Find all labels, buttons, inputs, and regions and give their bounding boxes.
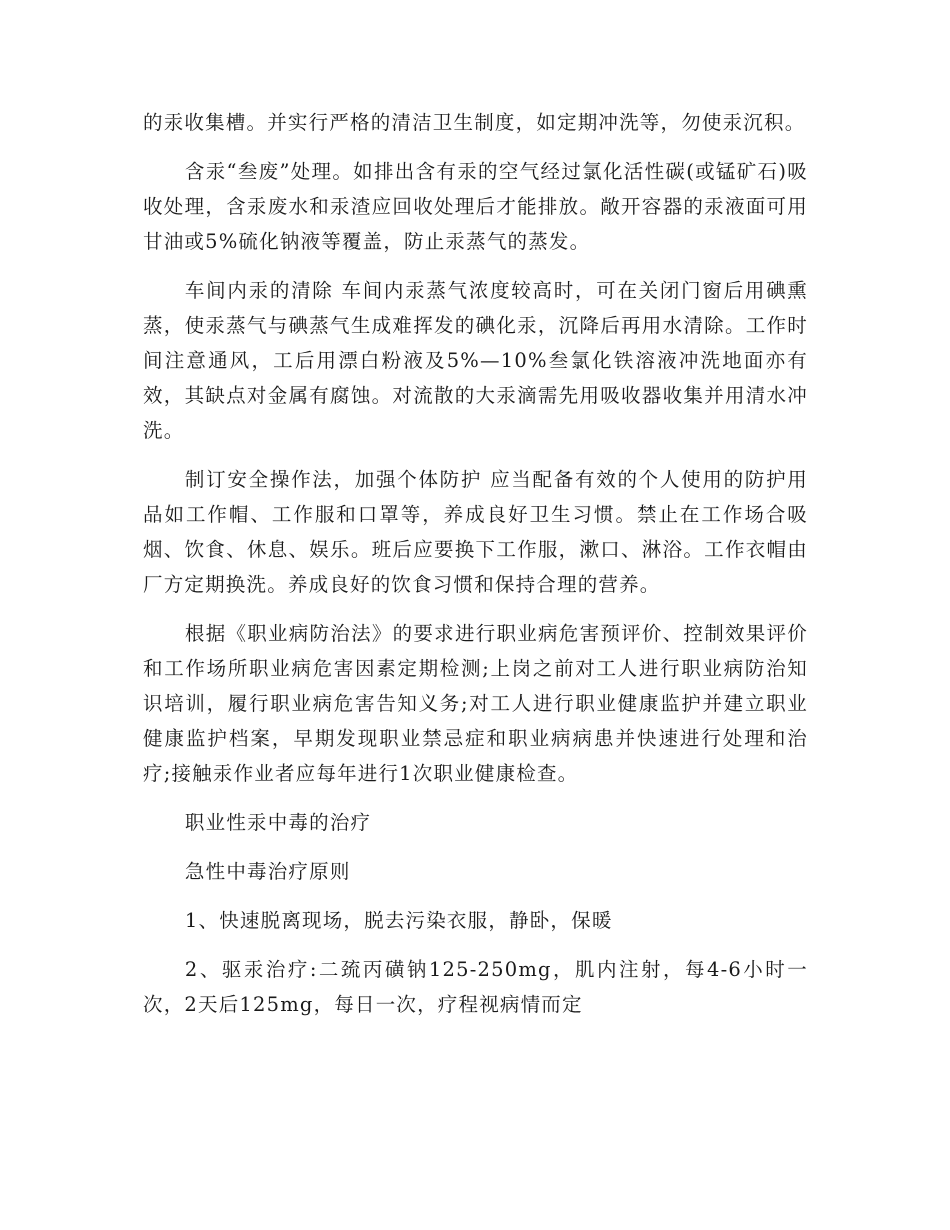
heading-acute-principles: 急性中毒治疗原则 (184, 860, 351, 883)
paragraph-occupational-law: 根据《职业病防治法》的要求进行职业病危害预评价、控制效果评价和工作场所职业病危害因素定期检测;上岗之前对工人进行职业病防治知识培训，履行职业病危害告知义务;对工人进行职业健康监护并建立职业健康监护档案，早期发现职业禁忌症和职业病病患并快速进行处理和治疗;接触汞作业者应每年进行1次职业健康检查。 (143, 622, 808, 785)
document-body (143, 105, 808, 1036)
list-item-2: 2、驱汞治疗:二巯丙磺钠125-250mg，肌内注射，每4-6小时一次，2天后125mg，每日一次，疗程视病情而定 (143, 958, 808, 1016)
list-item-1: 1、快速脱离现场，脱去污染衣服，静卧，保暖 (184, 909, 613, 932)
paragraph-personal-protection: 制订安全操作法，加强个体防护 应当配备有效的个人使用的防护用品如工作帽、工作服和口罩等，养成良好卫生习惯。禁止在工作场合吸烟、饮食、休息、娱乐。班后应要换下工作服，漱口、淋浴。工作衣帽由厂方定期换洗。养成良好的饮食习惯和保持合理的营养。 (143, 468, 808, 596)
paragraph-waste-treatment: 含汞“叁废”处理。如排出含有汞的空气经过氯化活性碳(或锰矿石)吸收处理，含汞废水和汞渣应回收处理后才能排放。敞开容器的汞液面可用甘油或5%硫化钠液等覆盖，防止汞蒸气的蒸发。 (143, 160, 808, 253)
paragraph-continuation: 的汞收集槽。并实行严格的清洁卫生制度，如定期冲洗等，勿使汞沉积。 (143, 111, 806, 134)
paragraph-workshop-cleanup: 车间内汞的清除 车间内汞蒸气浓度较高时，可在关闭门窗后用碘熏蒸，使汞蒸气与碘蒸气生成难挥发的碘化汞，沉降后再用水清除。工作时间注意通风，工后用漂白粉液及5%—10%叁氯化铁溶液冲洗地面亦有效，其缺点对金属有腐蚀。对流散的大汞滴需先用吸收器收集并用清水冲洗。 (143, 279, 808, 442)
heading-treatment: 职业性汞中毒的治疗 (184, 811, 372, 834)
